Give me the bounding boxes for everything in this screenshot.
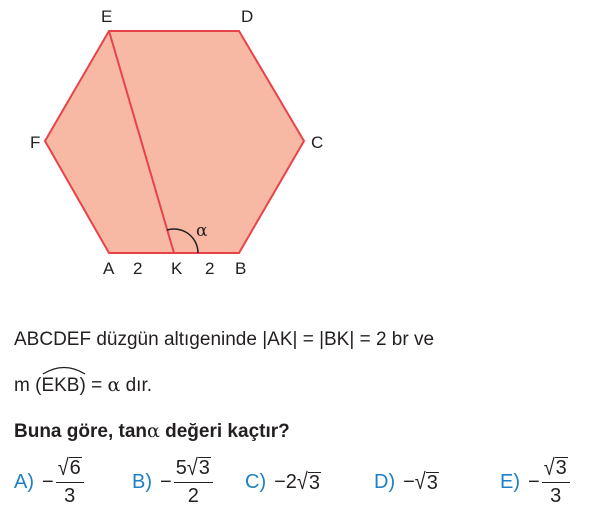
sqrt-icon: √ <box>186 455 198 481</box>
option-c-coef: 2 <box>285 470 297 493</box>
sqrt-icon: √ <box>543 455 555 481</box>
angle-alpha-label: α <box>196 221 208 241</box>
option-a-sign: − <box>42 470 54 493</box>
option-d-letter: D) <box>374 470 396 493</box>
vertex-label-d: D <box>241 7 254 26</box>
vertex-label-e: E <box>101 7 113 26</box>
measure-m: m <box>14 375 30 396</box>
segment-kb-length: 2 <box>205 259 215 278</box>
option-c-radicand: 3 <box>308 471 321 494</box>
arc-icon <box>41 363 87 375</box>
question-text: Buna göre, tanα değeri kaçtır? <box>14 420 290 442</box>
option-a[interactable] <box>14 452 84 512</box>
equals-sign: = <box>91 375 103 396</box>
option-c-letter: C) <box>245 470 267 493</box>
vertex-label-a: A <box>103 259 115 278</box>
option-e-sign: − <box>528 470 540 493</box>
problem-statement-line1: ABCDEF düzgün altıgeninde |AK| = |BK| = 2 br ve <box>14 329 435 350</box>
segment-ak-length: 2 <box>133 259 143 278</box>
statement-suffix: dır. <box>125 375 152 396</box>
option-d-radicand: 3 <box>426 471 438 494</box>
option-b[interactable] <box>132 452 213 512</box>
option-e-fraction: $\frac{√3}{3}$ <box>542 455 570 509</box>
option-a-letter: A) <box>14 470 34 493</box>
sqrt-icon: √ <box>414 468 426 495</box>
option-a-fraction: $\frac{√6}{3}$ <box>56 455 84 509</box>
option-e[interactable] <box>500 452 570 512</box>
sqrt-icon: √ <box>296 468 308 495</box>
option-b-fraction: $\frac{5√3}{2}$ <box>174 455 213 509</box>
vertex-label-f: F <box>30 133 41 152</box>
vertex-label-b: B <box>235 259 247 278</box>
vertex-label-k: K <box>171 259 183 278</box>
option-e-letter: E) <box>500 470 520 493</box>
option-d-sign: − <box>403 470 415 493</box>
alpha-symbol: α <box>107 374 121 396</box>
option-b-letter: B) <box>132 470 152 493</box>
angle-ekb: EKB <box>41 371 79 397</box>
sqrt-icon: √ <box>57 455 69 481</box>
option-c[interactable] <box>245 452 321 512</box>
hexagon-abcdef <box>45 31 304 253</box>
problem-statement-line2: m ( EKB) = α dır. <box>14 371 152 397</box>
option-c-sign: − <box>274 470 286 493</box>
vertex-label-c: C <box>311 133 324 152</box>
option-d[interactable] <box>374 452 439 512</box>
option-b-sign: − <box>160 470 172 493</box>
